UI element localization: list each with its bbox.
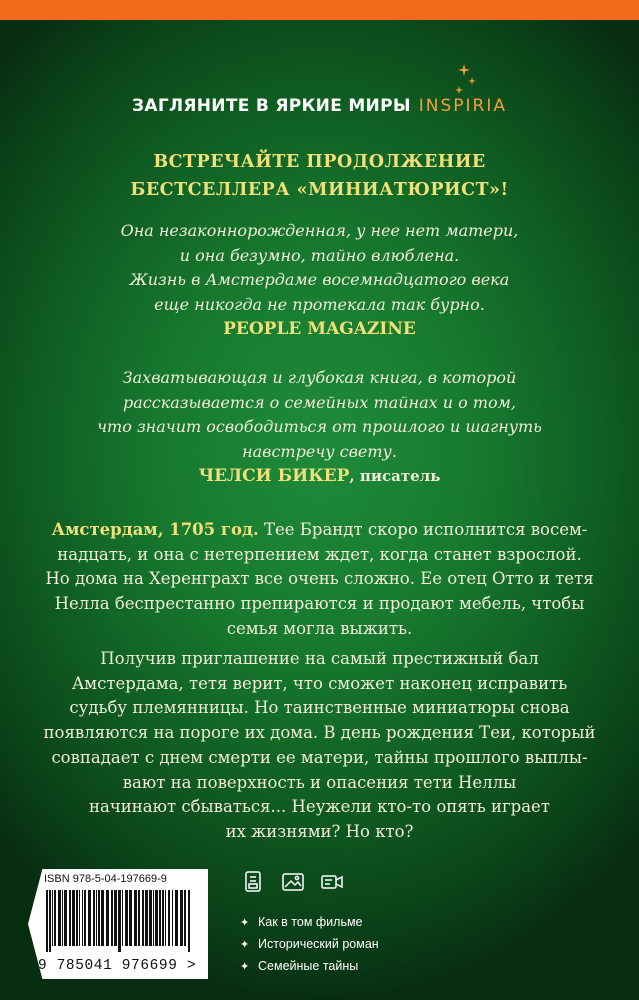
barcode-bar	[82, 890, 83, 946]
film-icon	[320, 870, 344, 894]
feature-item	[240, 912, 379, 934]
brand-name: INSPIRIA	[418, 96, 507, 116]
quote-line: Захватывающая и глубокая книга, в которой	[122, 368, 517, 387]
barcode-bar	[162, 890, 164, 946]
barcode-bar	[88, 890, 91, 946]
quote-source: PEOPLE MAGAZINE	[223, 319, 416, 339]
quote-line: Жизнь в Амстердаме восемнадцатого века	[129, 270, 510, 289]
barcode-bar	[184, 890, 186, 946]
barcode-bar	[58, 890, 61, 946]
headline-line: ВСТРЕЧАЙТЕ ПРОДОЛЖЕНИЕ	[153, 152, 486, 172]
body-line: семья могла выжить.	[226, 618, 413, 638]
barcode-bar	[76, 890, 78, 946]
barcode-bar	[79, 890, 80, 946]
star-icon: ✦	[240, 917, 250, 929]
body-line: их жизнями? Но кто?	[225, 821, 414, 841]
quote-line: что значит освободиться от прошлого и шагнуть	[97, 417, 542, 436]
barcode-bar	[125, 890, 128, 946]
body-line: Нелла беспрестанно препираются и продают мебель, чтобы	[54, 594, 585, 614]
body-line: начинают сбываться... Неужели кто-то опять играет	[89, 797, 550, 817]
body-line: появляются на пороге их дома. В день рождения Теи, который	[43, 723, 596, 743]
barcode-bar	[52, 890, 53, 946]
format-icons	[242, 870, 354, 894]
barcode-bar	[153, 890, 154, 946]
barcode-bar	[138, 890, 140, 946]
quote-line: Она незаконнорожденная, у нее нет матери,	[120, 221, 519, 240]
synopsis-paragraph-1	[0, 518, 639, 642]
author-role: , писатель	[349, 467, 441, 485]
body-line: Получив приглашение на самый престижный бал	[100, 649, 539, 668]
barcode-bar	[172, 890, 173, 946]
barcode-bar	[101, 890, 104, 946]
barcode-bar	[111, 890, 113, 946]
body-line: судьбу племянницы. Но таинственные миниатюры снова	[69, 698, 570, 718]
barcode-digits: 9 785041 976699 >	[38, 958, 197, 974]
e-book-icon	[242, 870, 266, 894]
body-line: совпадает с днем смерти ее матери, тайны прошлого выплы-	[51, 747, 588, 767]
barcode-bar	[165, 890, 166, 946]
barcode-bar	[84, 890, 86, 946]
star-icon: ✦	[240, 961, 250, 973]
star-icon: ✦	[240, 939, 250, 951]
brand-tagline: ЗАГЛЯНИТЕ В ЯРКИЕ МИРЫ	[131, 96, 411, 116]
barcode-bar	[129, 890, 132, 946]
feature-list	[240, 912, 379, 978]
barcode-bar	[145, 890, 148, 946]
quote-author	[0, 466, 639, 486]
feature-label: Исторический роман	[258, 937, 379, 951]
isbn-text: ISBN 978-5-04-197669-9	[44, 873, 167, 885]
barcode-bar	[188, 890, 190, 952]
quote-line: навстречу свету.	[242, 441, 397, 461]
body-line	[0, 518, 639, 543]
barcode-bar	[122, 890, 123, 946]
barcode-bar	[64, 890, 67, 946]
barcode-bar	[69, 890, 71, 946]
barcode-bar	[134, 890, 137, 946]
barcode-bar	[149, 890, 152, 946]
barcode-bar	[106, 890, 109, 946]
barcode-bar	[168, 890, 170, 946]
barcode-bar	[175, 890, 178, 946]
quote-line: и она безумно, тайно влюблена.	[179, 245, 460, 265]
barcode-bar	[96, 890, 97, 946]
barcode-bar	[62, 890, 63, 946]
barcode-bar	[180, 890, 183, 946]
barcode-bar	[118, 890, 121, 952]
author-name: ЧЕЛСИ БИКЕР	[198, 466, 350, 486]
brand-line	[0, 96, 639, 116]
barcode-bar	[72, 890, 75, 946]
quote-bicker	[0, 366, 639, 464]
barcode-bar	[159, 890, 161, 946]
barcode-bar	[155, 890, 158, 946]
barcode-bar	[142, 890, 144, 946]
headline-line: БЕСТСЕЛЛЕРА «МИНИАТЮРИСТ»!	[130, 180, 509, 200]
picture-icon	[281, 870, 305, 894]
quote-line: рассказывается о семейных тайнах и о том,	[122, 392, 517, 412]
barcode-bars	[44, 890, 194, 952]
barcode-bar	[98, 890, 100, 946]
synopsis-paragraph-2	[0, 647, 639, 845]
quote-line: еще никогда не протекала так бурно.	[154, 294, 485, 314]
headline	[0, 148, 639, 204]
barcode-bar	[46, 890, 48, 952]
feature-label: Как в том фильме	[258, 915, 363, 929]
feature-item	[240, 934, 379, 956]
body-line: Амстердама, тетя верит, что сможет наконец исправить	[71, 673, 568, 693]
barcode-bar	[54, 890, 56, 946]
body-text: Тее Брандт скоро исполнится восем-	[258, 520, 588, 539]
body-line: вают на поверхность и опасения тети Неллы	[122, 772, 517, 792]
feature-label: Семейные тайны	[258, 959, 359, 973]
barcode-bar	[114, 890, 117, 946]
feature-item	[240, 956, 379, 978]
body-line: Но дома на Херенграхт все очень сложно. Ее отец Отто и тетя	[45, 569, 594, 589]
quote-people	[0, 219, 639, 317]
place-date: Амстердам, 1705 год.	[51, 520, 259, 539]
barcode-bar	[93, 890, 95, 946]
body-line: надцать, и она с нетерпением ждет, когда станет взрослой.	[57, 544, 582, 564]
top-orange-bar	[0, 0, 639, 20]
barcode-bar	[49, 890, 51, 952]
